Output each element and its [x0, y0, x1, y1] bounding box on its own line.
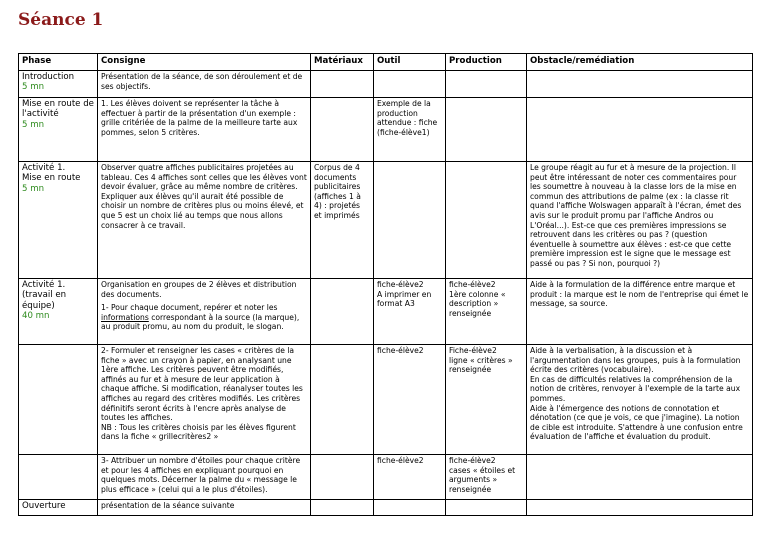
- outil-cell: [374, 162, 446, 279]
- phase-cell: [19, 500, 98, 516]
- table-row: [19, 98, 753, 162]
- obstacle-cell: [527, 279, 753, 345]
- phase-label: équipe): [22, 300, 55, 311]
- production-cell: [446, 345, 527, 455]
- header-production: Production: [446, 54, 527, 71]
- consigne-cell: [98, 500, 311, 516]
- table-row: [19, 345, 753, 455]
- outil-text: Exemple de la production attendue : fiche (fiche-élève1): [377, 99, 438, 137]
- outil-cell: [374, 98, 446, 162]
- outil-cell: [374, 455, 446, 500]
- production-text: fiche-élève2: [449, 280, 496, 289]
- production-text: cases « étoiles et arguments » renseignée: [449, 465, 516, 494]
- materiaux-cell: [311, 162, 374, 279]
- materiaux-text: Corpus de 4 documents publicitaires (affiches 1 à 4) : projetés et imprimés: [314, 163, 361, 220]
- materiaux-cell: [311, 500, 374, 516]
- header-phase: Phase: [19, 54, 98, 71]
- phase-label: l'activité: [22, 109, 59, 120]
- materiaux-cell: [311, 98, 374, 162]
- phase-label: Activité 1.: [22, 163, 66, 173]
- obstacle-cell: [527, 162, 753, 279]
- consigne-text: NB : Tous les critères choisis par les élèves figurent dans la fiche « grillecritères2 »: [101, 422, 296, 442]
- obstacle-cell: [527, 455, 753, 500]
- materiaux-cell: [311, 279, 374, 345]
- production-text: Fiche-élève2: [449, 346, 497, 355]
- production-text: fiche-élève2: [449, 456, 496, 465]
- consigne-text: Expliquer aux élèves qu'il aurait été possible de choisir un nombre de critères plus ou moins élevé, et que 5 est un choix lié au temps que nous allons consacrer à ce travail.: [101, 191, 304, 230]
- outil-cell: [374, 71, 446, 98]
- page-title: Séance 1: [18, 10, 104, 30]
- phase-duration: 40 mn: [22, 311, 50, 322]
- header-consigne: Consigne: [98, 54, 311, 71]
- phase-cell: [19, 279, 98, 345]
- obstacle-cell: [527, 71, 753, 98]
- table-row: [19, 162, 753, 279]
- table-row: [19, 71, 753, 98]
- consigne-cell: [98, 279, 311, 345]
- phase-cell: [19, 455, 98, 500]
- consigne-text: 1. Les élèves doivent se représenter la tâche à effectuer à partir de la présentation d'un exemple : grille critériée de la palme de la meilleure tarte aux pommes, selon 5 critères.: [101, 99, 298, 137]
- production-cell: [446, 98, 527, 162]
- consigne-text-part: 1- Pour chaque document, repérer et noter les: [101, 303, 278, 313]
- phase-label: Ouverture: [22, 501, 66, 511]
- consigne-cell: [98, 345, 311, 455]
- obstacle-cell: [527, 98, 753, 162]
- production-cell: [446, 500, 527, 516]
- consigne-text: Observer quatre affiches publicitaires projetées au tableau. Ces 4 affiches sont celles que les élèves vont devoir évaluer, grâce au même nombre de critères.: [101, 163, 307, 192]
- consigne-cell: [98, 98, 311, 162]
- consigne-text: 3- Attribuer un nombre d'étoiles pour chaque critère et pour les 4 affiches en expliquant pourquoi en quelques mots. Décerner la palme du « message le plus efficace » (celui qui a le plus d'étoiles).: [101, 456, 301, 494]
- table-row: [19, 500, 753, 516]
- phase-label: Mise en route: [22, 173, 81, 184]
- obstacle-cell: [527, 345, 753, 455]
- outil-text: fiche-élève2: [377, 346, 424, 355]
- phase-duration: 5 mn: [22, 82, 45, 93]
- phase-cell: [19, 345, 98, 455]
- header-outil: Outil: [374, 54, 446, 71]
- consigne-text: 2- Formuler et renseigner les cases « critères de la fiche » avec un crayon à papier, en analysant une 1ère affiche. Les critères peuvent être modifiés, affinés au fur et à mesure de leur application à chaque affiche. Si modification, réanalyser toutes les affiches au regard des critères modifiés. Les critères définitifs seront écrits à l'encre après analyse de toutes les affiches.: [101, 346, 303, 423]
- consigne-text: Présentation de la séance, de son déroulement et de ses objectifs.: [101, 72, 303, 91]
- production-text: ligne « critères » renseignée: [449, 355, 513, 375]
- phase-cell: [19, 162, 98, 279]
- session-table: [18, 53, 753, 516]
- phase-label: Mise en route de: [22, 99, 94, 109]
- outil-cell: [374, 345, 446, 455]
- phase-duration: 5 mn: [22, 183, 45, 194]
- phase-duration: 5 mn: [22, 119, 45, 130]
- consigne-text-part: correspondant à la source (la marque), au produit promu, au nom du produit, le slogan.: [101, 312, 300, 332]
- obstacle-text: Le groupe réagit au fur et à mesure de la projection. Il peut être intéressant de noter ces commentaires pour les soumettre à nouveau à la classe lors de la mise en commun des attributions de palme (ex : la classe rit quand l'affiche Wolswagen apparaît à l'écran, émet des avis sur le produit promu par l'affiche Andros ou L'Oréal...). Est-ce que ces premières impressions se retrouvent dans les critères ou pas ? (question éventuelle à soumettre aux élèves : est-ce que cette première impression est le signe que le message est passé ou pas ? Si non, pourquoi ?): [530, 163, 742, 268]
- consigne-underlined: informations: [101, 312, 149, 322]
- outil-cell: [374, 500, 446, 516]
- outil-text: fiche-élève2: [377, 456, 424, 465]
- header-obstacle: Obstacle/remédiation: [527, 54, 753, 71]
- materiaux-cell: [311, 455, 374, 500]
- production-cell: [446, 162, 527, 279]
- outil-cell: [374, 279, 446, 345]
- production-text: 1ère colonne « description » renseignée: [449, 289, 506, 318]
- phase-label: Introduction: [22, 72, 75, 82]
- outil-text: fiche-élève2: [377, 280, 424, 289]
- production-cell: [446, 71, 527, 98]
- phase-cell: [19, 98, 98, 162]
- phase-cell: [19, 71, 98, 98]
- phase-label: Activité 1.: [22, 280, 66, 290]
- header-row: [19, 54, 753, 71]
- obstacle-cell: [527, 500, 753, 516]
- consigne-text: présentation de la séance suivante: [101, 501, 235, 510]
- materiaux-cell: [311, 345, 374, 455]
- materiaux-cell: [311, 71, 374, 98]
- table-row: [19, 279, 753, 345]
- production-cell: [446, 279, 527, 345]
- production-cell: [446, 455, 527, 500]
- obstacle-text: En cas de difficultés relatives la compréhension de la notion de critères, renvoyer à l'exemple de la tarte aux pommes.: [530, 374, 741, 403]
- consigne-cell: [98, 455, 311, 500]
- consigne-cell: [98, 71, 311, 98]
- obstacle-text: Aide à la verbalisation, à la discussion et à l'argumentation dans les groupes, puis à la formulation écrite des critères (vocabulaire).: [530, 346, 741, 375]
- outil-text: A imprimer en format A3: [377, 289, 432, 309]
- consigne-text: Organisation en groupes de 2 élèves et distribution des documents.: [101, 280, 297, 299]
- obstacle-text: Aide à l'émergence des notions de connotation et dénotation (ce que je vois, ce que j'imagine). La notion de cible est introduite. S'attendre à une confusion entre évaluation de l'affiche et évaluation du produit.: [530, 403, 743, 442]
- table-row: [19, 455, 753, 500]
- consigne-cell: [98, 162, 311, 279]
- obstacle-text: Aide à la formulation de la différence entre marque et produit : la marque est le nom de l'entreprise qui émet le message, sa source.: [530, 280, 749, 309]
- phase-label: (travail en: [22, 290, 67, 301]
- consigne-text: [101, 303, 299, 331]
- header-materiaux: Matériaux: [311, 54, 374, 71]
